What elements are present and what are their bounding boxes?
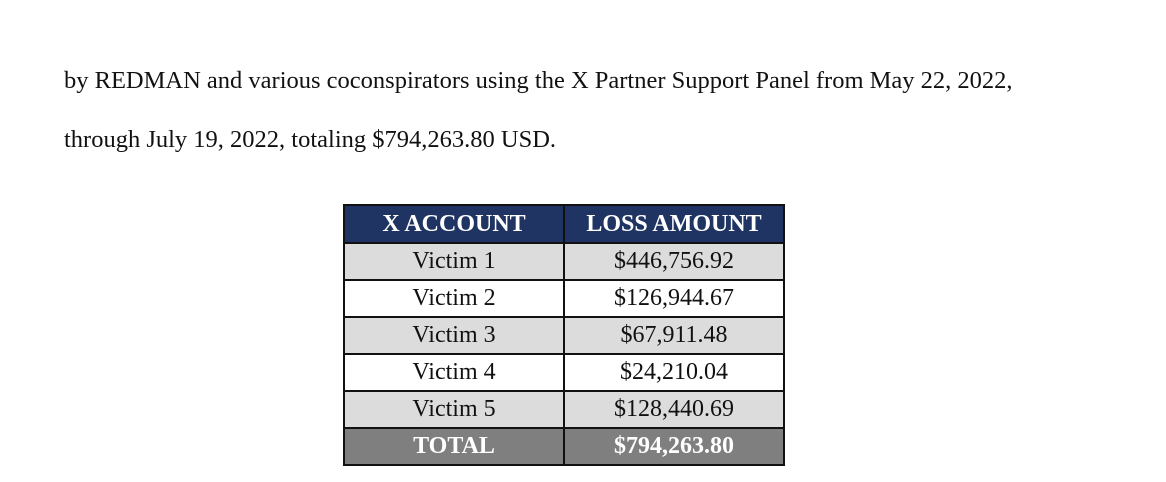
table-row [344,354,784,391]
table-row [344,391,784,428]
total-row [344,428,784,465]
account-cell: Victim 5 [344,391,564,428]
table-row [344,317,784,354]
account-cell: Victim 3 [344,317,564,354]
account-cell: Victim 4 [344,354,564,391]
table-row [344,243,784,280]
total-label: TOTAL [344,428,564,465]
account-cell: Victim 2 [344,280,564,317]
loss-cell: $24,210.04 [564,354,784,391]
header-x-account: X ACCOUNT [344,205,564,243]
total-amount: $794,263.80 [564,428,784,465]
table-header-row [344,205,784,243]
loss-cell: $126,944.67 [564,280,784,317]
loss-cell: $446,756.92 [564,243,784,280]
loss-cell: $67,911.48 [564,317,784,354]
paragraph-line-2: through July 19, 2022, totaling $794,263.80 USD. [64,126,557,153]
header-loss-amount: LOSS AMOUNT [564,205,784,243]
paragraph-line-1: by REDMAN and various coconspirators using the X Partner Support Panel from May 22, 2022, [64,67,1013,94]
account-cell: Victim 1 [344,243,564,280]
loss-table [343,204,785,466]
loss-cell: $128,440.69 [564,391,784,428]
table-row [344,280,784,317]
